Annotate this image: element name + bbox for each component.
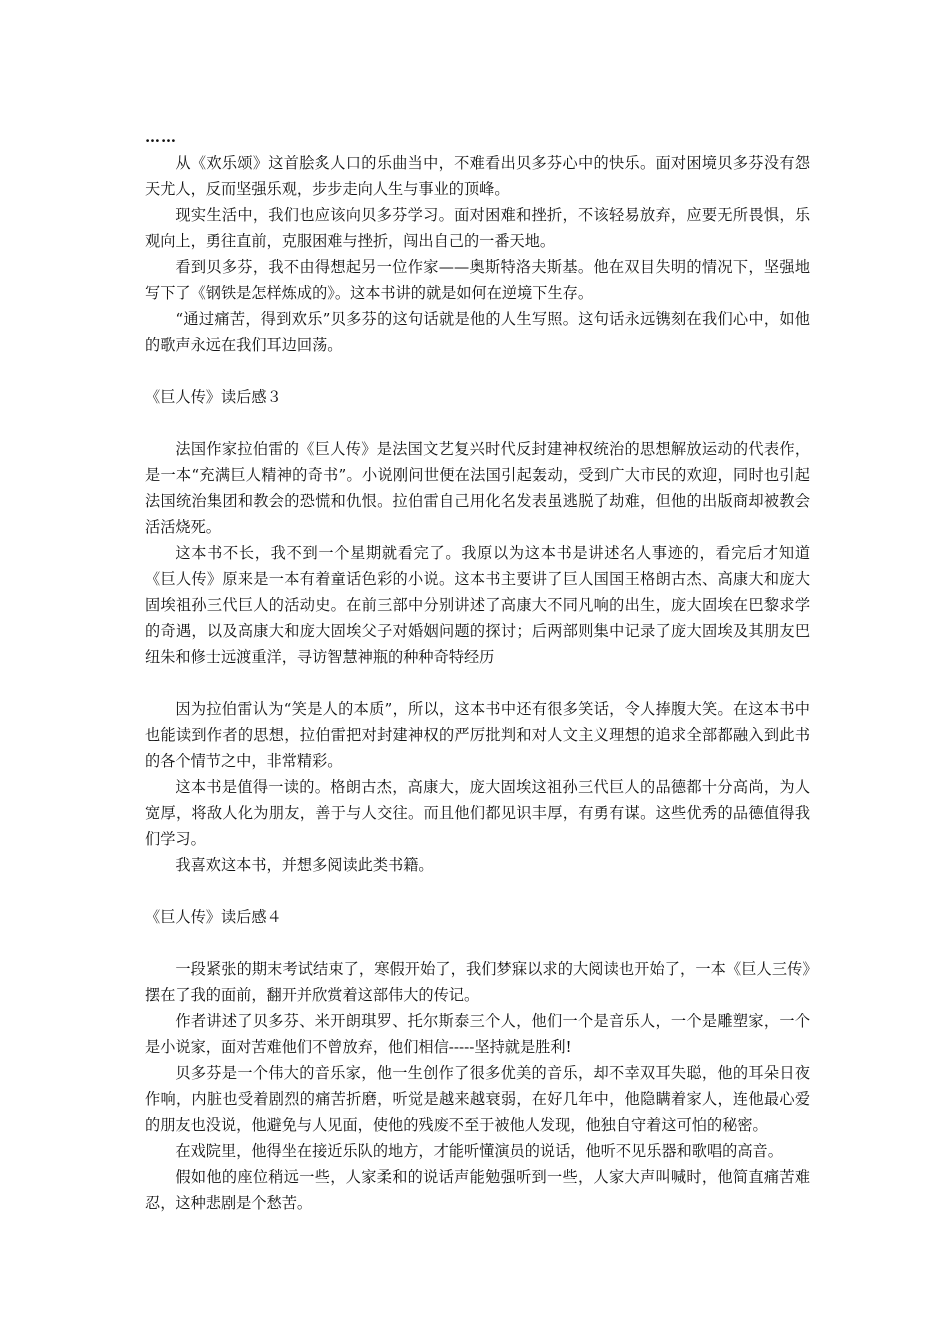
section-title: 《巨人传》读后感３ bbox=[145, 388, 282, 406]
paragraph: 在戏院里，他得坐在接近乐队的地方，才能听懂演员的说话，他听不见乐器和歌唱的高音。 bbox=[175, 1142, 783, 1160]
paragraph: 这本书不长，我不到一个星期就看完了。我原以为这本书是讲述名人事迹的，看完后才知道《巨人传》原来是一本有着童话色彩的小说。这本书主要讲了巨人国国王格朗古杰、高康大和庞大固埃祖孙三代巨人的活动史。在前三部中分别讲述了高康大不同凡响的出生，庞大固埃在巴黎求学的奇遇，以及高康大和庞大固埃父子对婚姻问题的探讨；后两部则集中记录了庞大固埃及其朋友巴纽朱和修士远渡重洋，寻访智慧神瓶的种种奇特经历 bbox=[145, 544, 810, 666]
paragraph: 看到贝多芬，我不由得想起另一位作家——奥斯特洛夫斯基。他在双目失明的情况下，坚强地写下了《钢铁是怎样炼成的》。这本书讲的就是如何在逆境下生存。 bbox=[145, 258, 810, 302]
paragraph: 作者讲述了贝多芬、米开朗琪罗、托尔斯泰三个人，他们一个是音乐人，一个是雕塑家，一个是小说家，面对苦难他们不曾放弃，他们相信-----坚持就是胜利! bbox=[145, 1012, 810, 1056]
paragraph: 现实生活中，我们也应该向贝多芬学习。面对困难和挫折，不该轻易放弃，应要无所畏惧，乐观向上，勇往直前，克服困难与挫折，闯出自己的一番天地。 bbox=[145, 206, 810, 250]
paragraph: 我喜欢这本书，并想多阅读此类书籍。 bbox=[175, 856, 434, 874]
paragraph: 假如他的座位稍远一些，人家柔和的说话声能勉强听到一些，人家大声叫喊时，他简直痛苦难忍，这种悲剧是个愁苦。 bbox=[145, 1168, 810, 1212]
paragraph: 法国作家拉伯雷的《巨人传》是法国文艺复兴时代反封建神权统治的思想解放运动的代表作，是一本“充满巨人精神的奇书”。小说刚问世便在法国引起轰动，受到广大市民的欢迎，同时也引起法国统治集团和教会的恐慌和仇恨。拉伯雷自己用化名发表虽逃脱了劫难，但他的出版商却被教会活活烧死。 bbox=[145, 440, 810, 536]
paragraph: 因为拉伯雷认为“笑是人的本质”，所以，这本书中还有很多笑话，令人捧腹大笑。在这本书中也能读到作者的思想，拉伯雷把对封建神权的严厉批判和对人文主义理想的追求全部都融入到此书的各个情节之中，非常精彩。 bbox=[145, 700, 810, 770]
paragraph: 这本书是值得一读的。格朗古杰，高康大，庞大固埃这祖孙三代巨人的品德都十分高尚，为人宽厚，将敌人化为朋友，善于与人交往。而且他们都见识丰厚，有勇有谋。这些优秀的品德值得我们学习。 bbox=[145, 778, 810, 848]
paragraph: 从《欢乐颂》这首脍炙人口的乐曲当中，不难看出贝多芬心中的快乐。面对困境贝多芬没有怨天尤人，反而坚强乐观，步步走向人生与事业的顶峰。 bbox=[145, 154, 810, 198]
document-page bbox=[145, 124, 810, 1216]
section-title: 《巨人传》读后感４ bbox=[145, 908, 282, 926]
paragraph: 一段紧张的期末考试结束了，寒假开始了，我们梦寐以求的大阅读也开始了，一本《巨人三传》摆在了我的面前，翻开并欣赏着这部伟大的传记。 bbox=[145, 960, 810, 1004]
paragraph: “通过痛苦，得到欢乐”贝多芬的这句话就是他的人生写照。这句话永远镌刻在我们心中，如他的歌声永远在我们耳边回荡。 bbox=[145, 310, 810, 354]
ellipsis-marker: …… bbox=[145, 128, 177, 146]
paragraph: 贝多芬是一个伟大的音乐家，他一生创作了很多优美的音乐，却不幸双耳失聪，他的耳朵日夜作响，内脏也受着剧烈的痛苦折磨，听觉是越来越衰弱，在好几年中，他隐瞒着家人，连他最心爱的朋友也没说，他避免与人见面，使他的残废不至于被他人发现，他独自守着这可怕的秘密。 bbox=[145, 1064, 810, 1134]
